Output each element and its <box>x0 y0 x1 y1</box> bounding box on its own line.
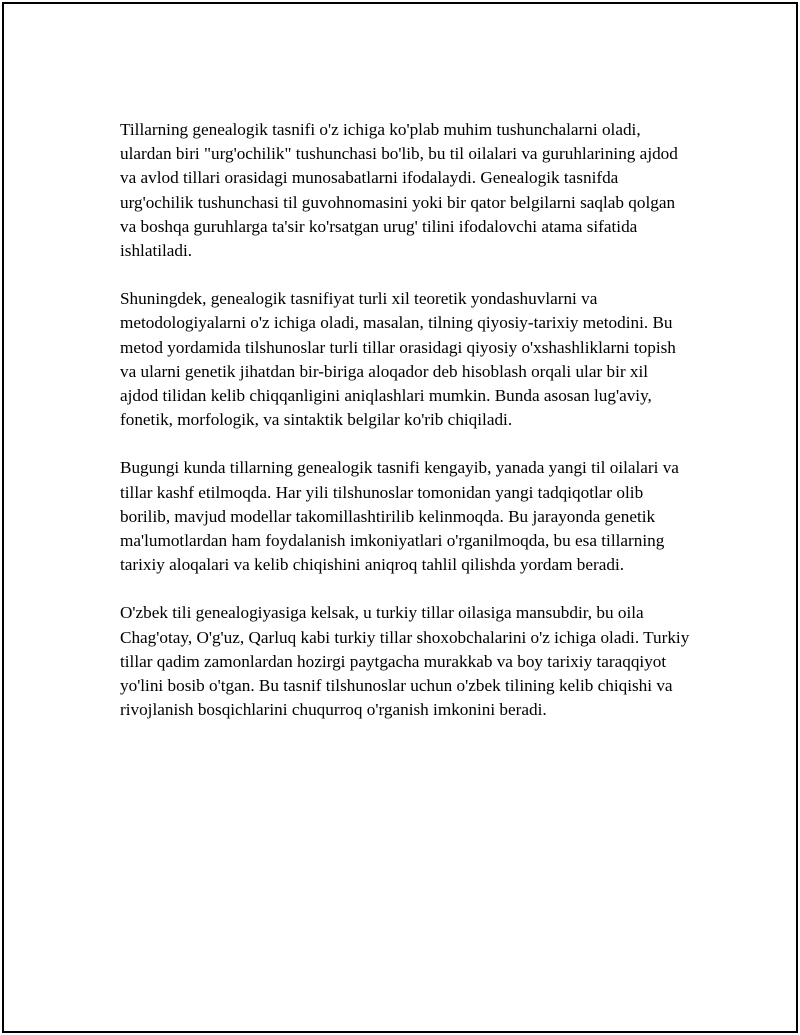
paragraph-uzbek-genealogy: O'zbek tili genealogiyasiga kelsak, u turkiy tillar oilasiga mansubdir, bu oila Chag'otay, O'g'uz, Qarluq kabi turkiy tillar shoxobchalarini o'z ichiga oladi. Turkiy tillar qadim zamonlardan hozirgi paytgacha murakkab va boy tarixiy taraqqiyot yo'lini bosib o'tgan. Bu tasnif tilshunoslar uchun o'zbek tilining kelib chiqishi va rivojlanish bosqichlarini chuqurroq o'rganish imkonini beradi. <box>120 603 690 720</box>
document-page <box>2 2 798 1033</box>
document-body <box>120 118 690 746</box>
paragraph-genealogical-classification: Tillarning genealogik tasnifi o'z ichiga ko'plab muhim tushunchalarni oladi, ulardan biri "urg'ochilik" tushunchasi bo'lib, bu til oilalari va guruhlarining ajdod va avlod tillari orasidagi munosabatlarni ifodalaydi. Genealogik tasnifda urg'ochilik tushunchasi til guvohnomasini yoki bir qator belgilarni saqlab qolgan va boshqa guruhlarga ta'sir ko'rsatgan urug' tilini ifodalovchi atama sifatida ishlatiladi. <box>120 120 678 261</box>
paragraph-modern-research: Bugungi kunda tillarning genealogik tasnifi kengayib, yanada yangi til oilalari va tillar kashf etilmoqda. Har yili tilshunoslar tomonidan yangi tadqiqotlar olib borilib, mavjud modellar takomillashtirilib kelinmoqda. Bu jarayonda genetik ma'lumotlardan ham foydalanish imkoniyatlari o'rganilmoqda, bu esa tillarning tarixiy aloqalari va kelib chiqishini aniqroq tahlil qilishda yordam beradi. <box>120 458 679 575</box>
paragraph-comparative-method: Shuningdek, genealogik tasnifiyat turli xil teoretik yondashuvlarni va metodologiyalarni o'z ichiga oladi, masalan, tilning qiyosiy-tarixiy metodini. Bu metod yordamida tilshunoslar turli tillar orasidagi qiyosiy o'xshashliklarni topish va ularni genetik jihatdan bir-biriga aloqador deb hisoblash orqali ular bir xil ajdod tilidan kelib chiqqanligini aniqlashlari mumkin. Bunda asosan lug'aviy, fonetik, morfologik, va sintaktik belgilar ko'rib chiqiladi. <box>120 289 676 430</box>
